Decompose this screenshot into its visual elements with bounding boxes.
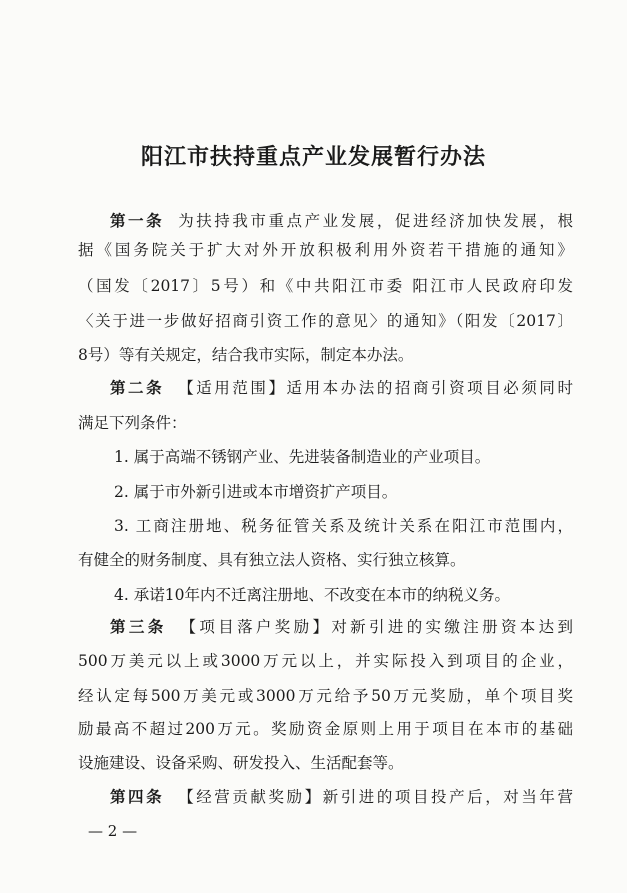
- text-line: 500万美元以上或3000万元以上，并实际投入到项目的企业，: [78, 652, 573, 670]
- line-text: 为扶持我市重点产业发展，促进经济加快发展，根: [178, 212, 573, 230]
- line-text: 【适用范围】适用本办法的招商引资项目必须同时: [178, 379, 573, 397]
- page-number: — 2 —: [88, 822, 138, 840]
- text-line: 2. 属于市外新引进或本市增资扩产项目。: [114, 483, 398, 501]
- text-line: 8号）等有关规定，结合我市实际，制定本办法。: [78, 346, 414, 364]
- text-line: 〈关于进一步做好招商引资工作的意见〉的通知》（阳发〔2017〕: [78, 312, 573, 330]
- text-line: [78, 787, 573, 807]
- text-line: [78, 211, 573, 231]
- document-title: 阳江市扶持重点产业发展暂行办法: [140, 144, 486, 170]
- text-line: 经认定每500万美元或3000万元给予50万元奖励，单个项目奖: [78, 687, 573, 705]
- text-line: [78, 378, 573, 398]
- text-line: [78, 617, 573, 637]
- text-line: 1. 属于高端不锈钢产业、先进装备制造业的产业项目。: [114, 448, 491, 466]
- article-label: 第四条: [110, 787, 165, 806]
- line-text: 【经营贡献奖励】新引进的项目投产后，对当年营: [178, 788, 573, 806]
- text-line: 设施建设、设备采购、研发投入、生活配套等。: [78, 754, 404, 772]
- text-line: 3. 工商注册地、税务征管关系及统计关系在阳江市范围内，: [114, 517, 573, 535]
- text-line: 满足下列条件：: [78, 414, 187, 432]
- text-line: （国发〔2017〕5号）和《中共阳江市委 阳江市人民政府印发: [78, 277, 573, 295]
- text-line: 有健全的财务制度、具有独立法人资格、实行独立核算。: [78, 551, 466, 569]
- text-line: 据《国务院关于扩大对外开放积极利用外资若干措施的通知》: [78, 241, 573, 259]
- line-text: 【项目落户奖励】对新引进的实缴注册资本达到: [180, 618, 573, 636]
- text-line: 4. 承诺10年内不迁离注册地、不改变在本市的纳税义务。: [114, 586, 510, 604]
- article-label: 第一条: [110, 211, 165, 230]
- article-label: 第三条: [110, 617, 167, 636]
- article-label: 第二条: [110, 378, 165, 397]
- text-line: 励最高不超过200万元。奖励资金原则上用于项目在本市的基础: [78, 720, 573, 738]
